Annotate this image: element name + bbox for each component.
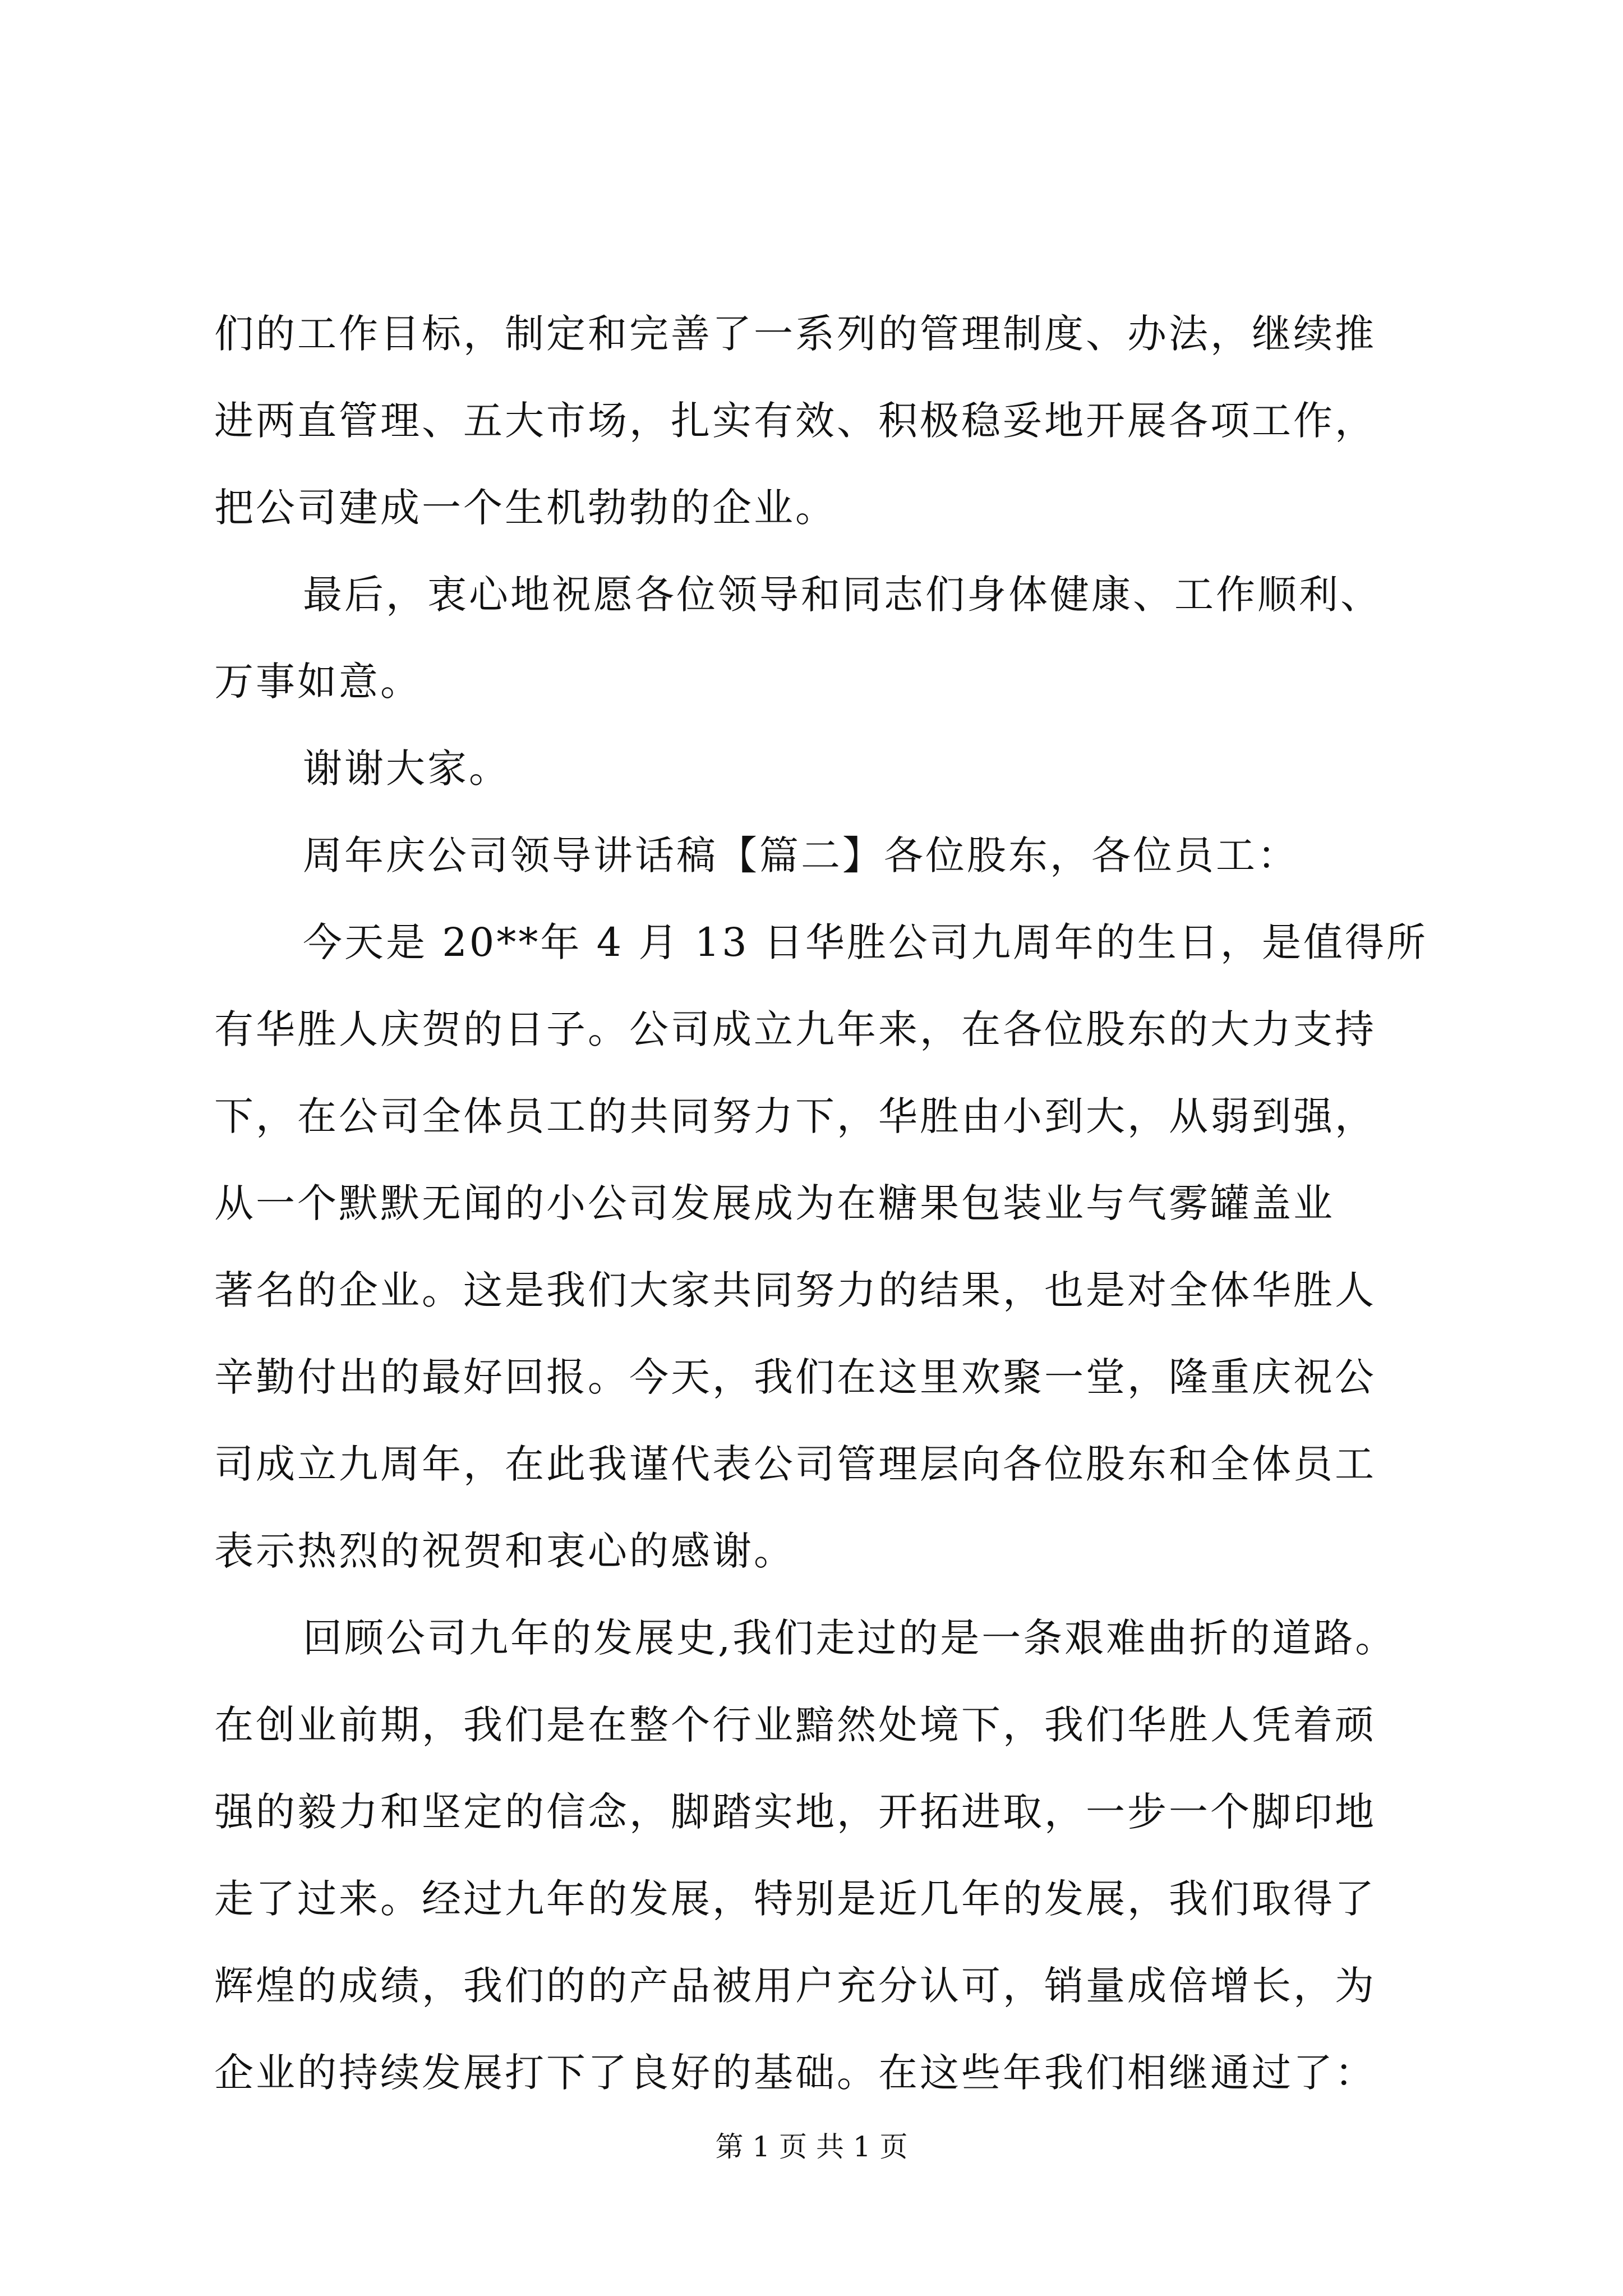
text-line: 们的工作目标，制定和完善了一系列的管理制度、办法，继续推 [214, 311, 1376, 357]
text-line: 下，在公司全体员工的共同努力下，华胜由小到大，从弱到强， [214, 1093, 1376, 1139]
text-line: 有华胜人庆贺的日子。公司成立九年来，在各位股东的大力支持 [214, 1006, 1376, 1052]
text-line: 企业的持续发展打下了良好的基础。在这些年我们相继通过了： [214, 2050, 1376, 2096]
text-line: 辉煌的成绩，我们的的产品被用户充分认可，销量成倍增长，为 [214, 1963, 1376, 2009]
text-line: 著名的企业。这是我们大家共同努力的结果，也是对全体华胜人 [214, 1267, 1376, 1313]
text-line: 谢谢大家。 [303, 746, 510, 792]
text-line: 万事如意。 [214, 659, 422, 705]
page-footer: 第 1 页 共 1 页 [715, 2131, 908, 2163]
text-line: 最后，衷心地祝愿各位领导和同志们身体健康、工作顺利、 [303, 572, 1382, 618]
text-line: 回顾公司九年的发展史,我们走过的是一条艰难曲折的道路。 [303, 1615, 1397, 1661]
text-line: 今天是 20**年 4 月 13 日华胜公司九周年的生日，是值得所 [303, 919, 1428, 965]
text-line: 进两直管理、五大市场，扎实有效、积极稳妥地开展各项工作， [214, 398, 1376, 444]
text-line: 走了过来。经过九年的发展，特别是近几年的发展，我们取得了 [214, 1876, 1376, 1922]
text-line: 在创业前期，我们是在整个行业黯然处境下，我们华胜人凭着顽 [214, 1702, 1376, 1748]
text-line: 司成立九周年，在此我谨代表公司管理层向各位股东和全体员工 [214, 1441, 1376, 1487]
text-line: 强的毅力和坚定的信念，脚踏实地，开拓进取，一步一个脚印地 [214, 1789, 1376, 1835]
text-line: 辛勤付出的最好回报。今天，我们在这里欢聚一堂，隆重庆祝公 [214, 1354, 1376, 1400]
text-line: 表示热烈的祝贺和衷心的感谢。 [214, 1528, 795, 1574]
text-line: 周年庆公司领导讲话稿【篇二】各位股东，各位员工： [303, 832, 1299, 878]
text-line: 从一个默默无闻的小公司发展成为在糖果包装业与气雾罐盖业 [214, 1180, 1335, 1226]
text-line: 把公司建成一个生机勃勃的企业。 [214, 485, 837, 531]
